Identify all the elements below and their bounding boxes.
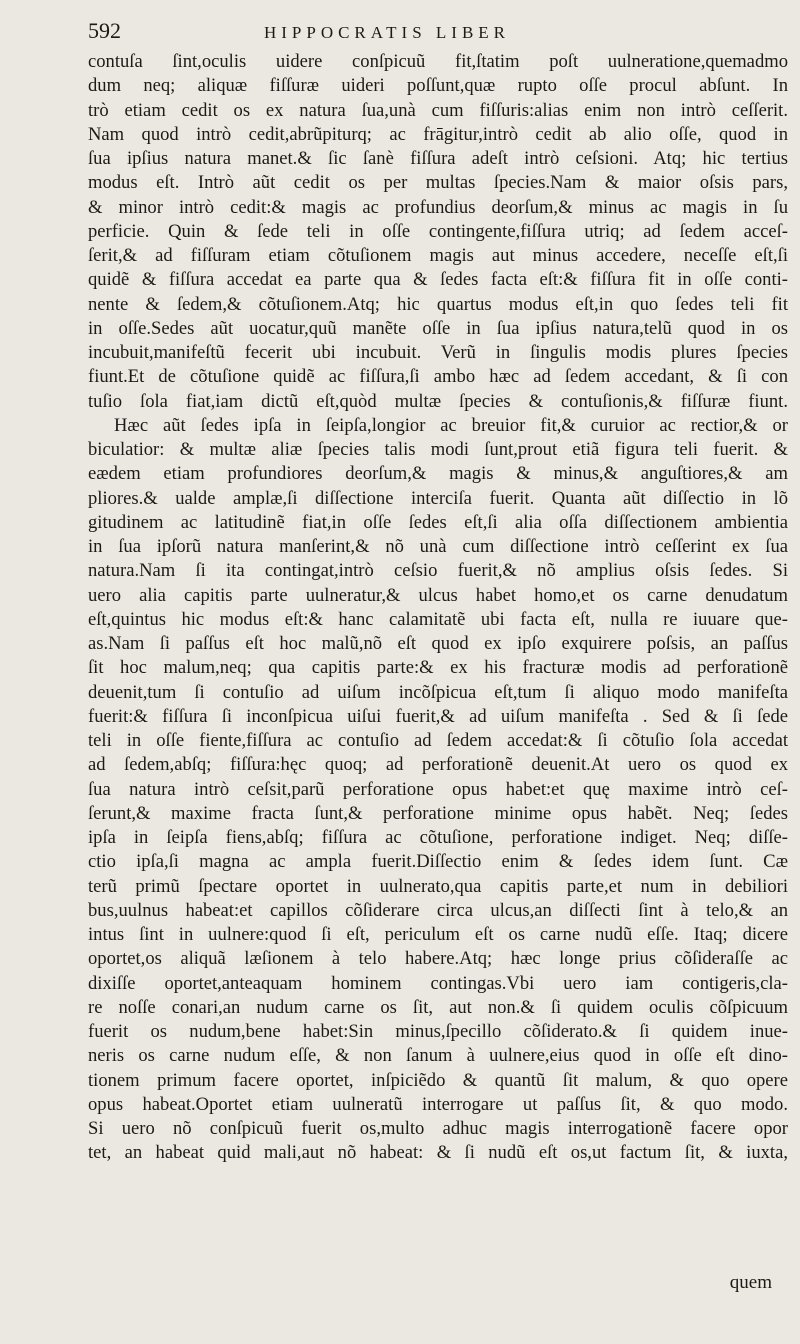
text-line: deuenit,tum ſi contuſio ad uiſum incõſpicua eſt,tum ſi aliquo modo manifeſta (88, 681, 788, 703)
text-line: dixiſſe oportet,anteaquam hominem contingas.Vbi uero iam contigeris,cla- (88, 972, 788, 994)
text-line: ſit hoc malum,neq; qua capitis parte:& ex his fracturæ modis ad perforationẽ (88, 657, 788, 679)
text-line: in oſſe.Sedes aũt uocatur,quũ manẽte oſſe in ſua ipſius natura,telũ quod in os (88, 317, 788, 339)
text-line: eſt,quintus hic modus eſt:& hanc calamitatẽ ubi facta eſt, nulla re iuuare que- (88, 608, 788, 630)
text-line: ſerit,& ad fiſſuram etiam cõtuſionem magis aut minus accedere, neceſſe eſt,ſi (88, 245, 788, 266)
text-line: modus eſt. Intrò aũt cedit os per multas ſpecies.Nam & maior oſsis pars, (88, 172, 788, 194)
text-line: Hæc aũt ſedes ipſa in ſeipſa,longior ac breuior fit,& curuior ac rectior,& or (114, 414, 788, 436)
text-line: bus,uulnus habeat:et capillos cõſiderare circa ulcus,an diſſecti ſint à telo,& an (88, 899, 788, 921)
text-line: terũ primũ ſpectare oportet in uulnerato,qua capitis parte,et num in debiliori (88, 875, 788, 897)
text-line: biculatior: & multæ aliæ ſpecies talis modi ſunt,prout etiã figura teli fuerit. & (88, 439, 788, 460)
text-line: fiunt.Et de cõtuſione quidẽ ac fiſſura,ſi ambo hæc ad ſedem accedant, & ſi con (88, 366, 788, 388)
text-line: perficie. Quin & ſede teli in oſſe contingente,fiſſura utriq; ad ſedem acceſ- (88, 220, 788, 242)
text-line: gitudinem ac latitudinẽ fiat,in oſſe ſedes eſt,ſi alia oſſa diſſectionem ambientia (88, 511, 788, 533)
text-line: tet, an habeat quid mali,aut nõ habeat: & ſi nudũ eſt os,ut factum ſit, & iuxta, (88, 1142, 788, 1164)
text-line: ad ſedem,abſq; fiſſura:hęc quoq; ad perforationẽ deuenit.At uero os quod ex (88, 754, 788, 776)
text-line: pliores.& ualde amplæ,ſi diſſectione interciſa fuerit. Quanta aũt diſſectio in lõ (88, 487, 788, 509)
text-line: teli in oſſe fiente,fiſſura ac contuſio ad ſedem accedat:& ſi cõtuſio ſola accedat (88, 730, 788, 751)
text-line: ſua natura intrò ceſsit,parũ perforatione opus habet:et quę maxime intrò ceſ- (88, 778, 788, 800)
text-line: nente & ſedem,& cõtuſionem.Atq; hic quartus modus eſt,in quo ſedes teli fit (88, 293, 788, 315)
text-line: Si uero nõ conſpicuũ fuerit os,multo adhuc magis interrogationẽ facere opor (88, 1118, 788, 1139)
page-header (88, 18, 776, 50)
body-text (88, 50, 788, 1166)
text-line: fuerit:& fiſſura ſi inconſpicua uiſui fuerit,& ad uiſum manifeſta . Sed & ſi ſede (88, 705, 788, 727)
text-line: in ſua ipſorũ natura manſerint,& nõ unà cum diſſectione intrò ceſſerint ex ſua (88, 536, 788, 557)
text-line: dum neq; aliquæ fiſſuræ uideri poſſunt,quæ rupto oſſe procul abſunt. In (88, 75, 788, 97)
text-line: quidẽ & fiſſura accedat ea parte qua & ſedes facta eſt:& fiſſura fit in oſſe conti- (88, 269, 788, 291)
text-line: re noſſe conari,an nudum carne os ſit, aut non.& ſi quidem oculis cõſpicuum (88, 996, 788, 1018)
text-line: oportet,os aliquã læſionem à telo habere.Atq; hæc longe prius cõſideraſſe ac (88, 948, 788, 970)
text-line: contuſa ſint,oculis uidere conſpicuũ fit,ſtatim poſt uulneratione,quemadmo (88, 51, 788, 72)
text-line: ipſa in ſeipſa fiens,abſq; fiſſura ac cõtuſione, perforatione indiget. Neq; diſſe- (88, 827, 788, 848)
text-line: uero alia capitis parte uulneratur,& ulcus habet homo,et os carne denudatum (88, 584, 788, 606)
text-line: neris os carne nudum eſſe, & non ſanum à uulnere,eius quod in oſſe eſt dino- (88, 1045, 788, 1067)
text-line: intus ſint in uulnere:quod ſi eſt, periculum eſt os carne nudũ eſſe. Itaq; dicere (88, 924, 788, 945)
catchword: quem (729, 1272, 772, 1293)
text-line: fuerit os nudum,bene habet:Sin minus,ſpecillo cõſiderato.& ſi quidem inue- (88, 1021, 788, 1042)
text-line: natura.Nam ſi ita contingat,intrò ceſsio fuerit,& nõ amplius oſsis ſedes. Si (88, 560, 788, 582)
text-line: tionem primum facere oportet, inſpiciẽdo & quantũ ſit malum, & quo opere (88, 1069, 788, 1091)
text-line: ſerunt,& maxime fracta ſunt,& perforatione minime opus habẽt. Neq; ſedes (88, 802, 788, 824)
page-number: 592 (88, 18, 121, 43)
text-line: as.Nam ſi paſſus eſt hoc malũ,nõ eſt quod ex ipſo exquirere poſsis, an paſſus (88, 633, 788, 654)
text-line: tuſio ſola fiat,iam dictũ eſt,quòd multæ ſpecies & contuſionis,& fiſſuræ fiunt. (88, 390, 788, 412)
text-line: trò etiam cedit os ex natura ſua,unà cum fiſſuris:alias enim non intrò ceſſerit. (88, 99, 788, 121)
text-line: opus habeat.Oportet etiam uulneratũ interrogare ut paſſus ſit, & quo modo. (88, 1093, 788, 1115)
text-line: ctio ipſa,ſi magna ac ampla fuerit.Diſſectio enim & ſedes idem ſunt. Cæ (88, 851, 788, 873)
text-line: & minor intrò cedit:& magis ac profundius deorſum,& minus ac magis in ſu (88, 196, 788, 218)
running-head: HIPPOCRATIS LIBER (263, 23, 511, 42)
text-line: incubuit,manifeſtũ fecerit ubi incubuit. Verũ in ſingulis modis plures ſpecies (88, 342, 788, 363)
text-line: eædem etiam profundiores deorſum,& magis & minus,& anguſtiores,& am (88, 463, 788, 485)
text-line: Nam quod intrò cedit,abrũpiturq; ac frāgitur,intrò cedit ab alio oſſe, quod in (88, 123, 788, 145)
text-line: ſua ipſius natura manet.& ſic ſanè fiſſura adeſt intrò ceſsioni. Atq; hic tertius (88, 148, 788, 169)
